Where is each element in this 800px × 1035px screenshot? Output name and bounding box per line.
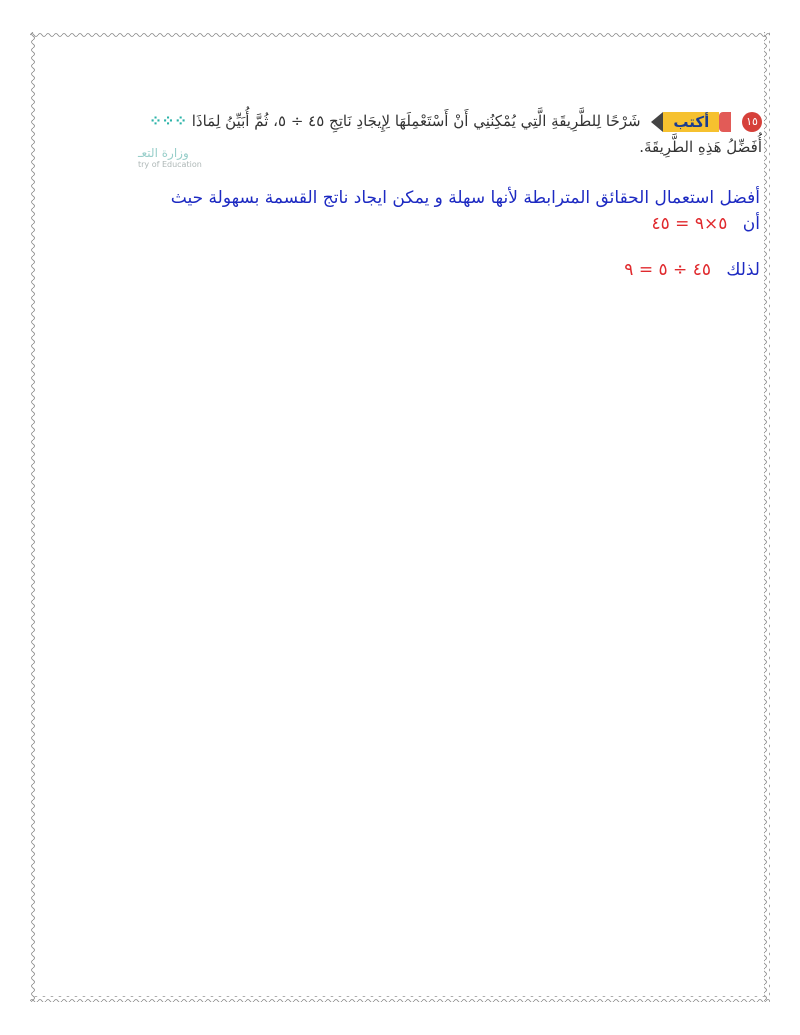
- question-number-badge: ١٥: [742, 112, 762, 132]
- dots-logo-icon: ⁘⁘⁘: [149, 112, 187, 130]
- multiplication-equation: ٥×٩ = ٤٥: [651, 214, 728, 234]
- write-label-text: أكتب: [663, 112, 719, 132]
- division-equation: ٤٥ ÷ ٥ = ٩: [624, 260, 711, 280]
- question-line-1: [122, 108, 762, 134]
- pencil-tip-icon: [651, 112, 663, 132]
- answer-line-3-prefix: لذلك: [726, 260, 760, 280]
- pencil-eraser-icon: [719, 112, 731, 132]
- answer-line-2-prefix: أن: [742, 214, 760, 234]
- page-border: [30, 32, 770, 1002]
- answer-line-2: [60, 211, 760, 237]
- question-block: [122, 108, 762, 160]
- question-text-line-1: شَرْحًا لِلطَّرِيقَةِ الَّتِي يُمْكِنُنِي أَنْ أَسْتَعْمِلَهَا لِإِيجَادِ نَاتِجِ ٤٥ ÷ ٥، ثُمَّ أُبَيِّنُ لِمَاذَا: [191, 112, 641, 130]
- watermark-arabic-text: وزارة التعـ: [138, 146, 189, 160]
- ministry-watermark: [138, 146, 218, 169]
- answer-line-1: أفضل استعمال الحقائق المترابطة لأنها سهلة و يمكن ايجاد ناتج القسمة بسهولة حيث: [170, 188, 760, 208]
- write-pencil-label: [651, 111, 731, 133]
- answer-line-3: [60, 257, 760, 283]
- watermark-english-text: try of Education: [138, 160, 202, 169]
- question-text-line-2: أُفَضِّلُ هَذِهِ الطَّرِيقَةَ.: [639, 138, 762, 156]
